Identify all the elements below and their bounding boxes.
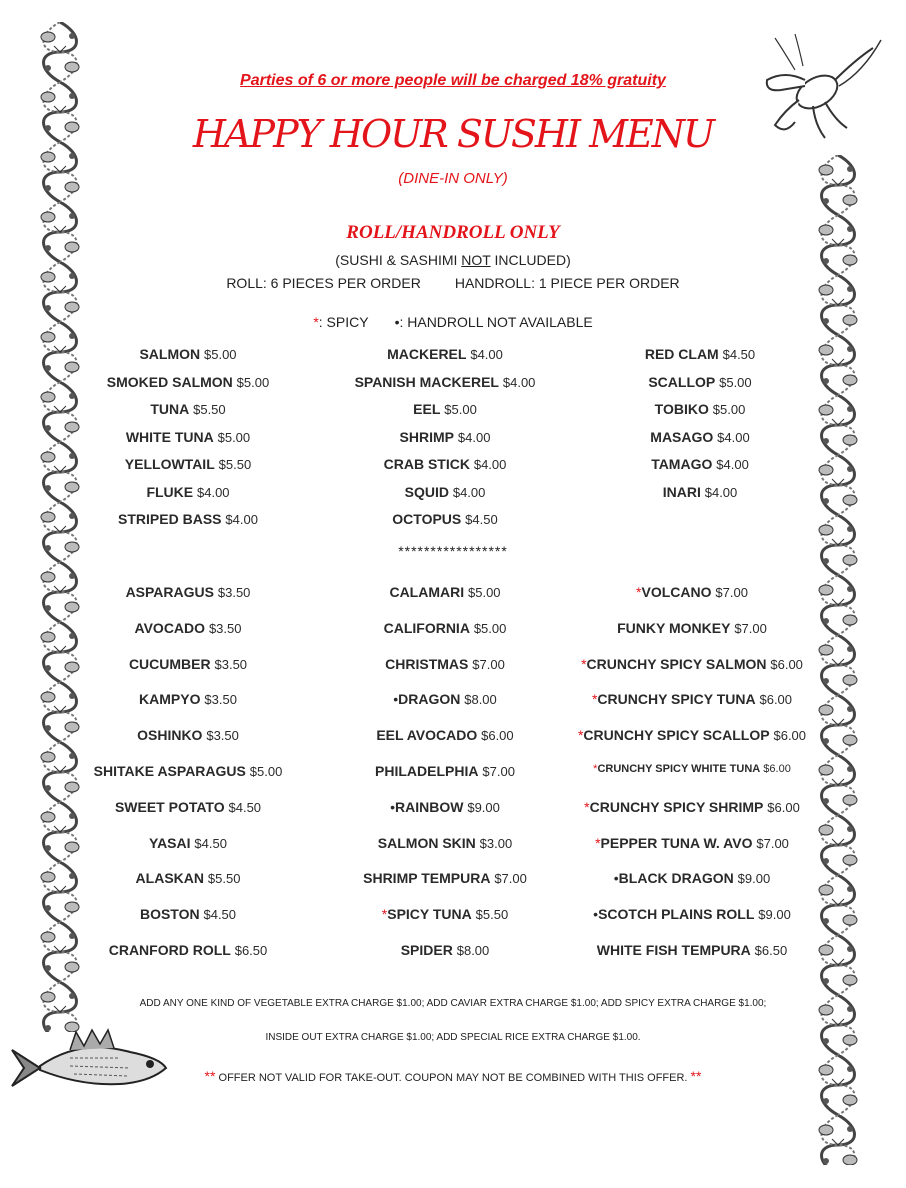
menu-item-price: $5.00 bbox=[719, 374, 752, 390]
menu-item bbox=[335, 727, 555, 743]
menu-item bbox=[572, 620, 812, 636]
roll-menu-column-2 bbox=[335, 584, 555, 964]
menu-item bbox=[335, 763, 555, 779]
menu-item bbox=[572, 835, 812, 851]
menu-item-name: CRUNCHY SPICY SALMON bbox=[586, 655, 767, 672]
menu-item-name: SPIDER bbox=[400, 942, 453, 958]
menu-item bbox=[88, 401, 288, 417]
menu-item-price: $6.00 bbox=[481, 728, 514, 744]
spicy-mark: * bbox=[577, 727, 584, 744]
menu-item-price: $5.00 bbox=[473, 620, 507, 636]
menu-item bbox=[335, 401, 555, 417]
spicy-mark: * bbox=[591, 691, 598, 708]
menu-item bbox=[88, 906, 288, 922]
menu-item-name: WHITE FISH TEMPURA bbox=[596, 942, 751, 958]
menu-item bbox=[335, 584, 555, 600]
menu-item-price: $4.50 bbox=[194, 835, 227, 851]
menu-item-price: $4.00 bbox=[716, 457, 749, 472]
menu-item-price: $4.00 bbox=[704, 484, 738, 500]
menu-item-name: RAINBOW bbox=[395, 798, 464, 815]
menu-item-price: $7.00 bbox=[482, 764, 515, 779]
menu-item-name: RED CLAM bbox=[644, 346, 719, 362]
menu-item bbox=[88, 799, 288, 815]
menu-item-price: $6.00 bbox=[759, 692, 793, 708]
menu-item-price: $6.00 bbox=[773, 728, 807, 744]
menu-item-name: EEL AVOCADO bbox=[376, 727, 478, 744]
menu-item-name: OCTOPUS bbox=[392, 511, 462, 527]
menu-item-name: CRUNCHY SPICY TUNA bbox=[597, 691, 756, 708]
menu-item-name: CRUNCHY SPICY SHRIMP bbox=[589, 798, 764, 815]
menu-item bbox=[600, 484, 800, 500]
menu-item bbox=[335, 374, 555, 390]
menu-item-name: FLUKE bbox=[146, 483, 194, 500]
menu-item-price: $4.50 bbox=[722, 347, 756, 362]
menu-item-name: PHILADELPHIA bbox=[375, 763, 479, 779]
menu-item-name: CALIFORNIA bbox=[383, 619, 470, 636]
menu-item bbox=[572, 799, 812, 815]
menu-item-price: $5.00 bbox=[236, 374, 270, 390]
menu-item-price: $5.50 bbox=[475, 907, 509, 923]
menu-item-name: SALMON bbox=[139, 346, 201, 362]
menu-item-price: $9.00 bbox=[758, 907, 791, 923]
menu-item-price: $5.50 bbox=[193, 402, 226, 417]
menu-item-price: $4.50 bbox=[465, 512, 498, 527]
menu-item bbox=[335, 346, 555, 362]
menu-item-name: SCALLOP bbox=[648, 373, 716, 390]
no-handroll-mark: • bbox=[393, 691, 399, 708]
menu-item-price: $5.50 bbox=[218, 457, 252, 472]
pieces-per-order: ROLL: 6 PIECES PER ORDER HANDROLL: 1 PIECE PER ORDER bbox=[226, 275, 680, 291]
menu-item bbox=[88, 727, 288, 743]
menu-item-price: $3.50 bbox=[214, 656, 248, 672]
menu-item bbox=[88, 620, 288, 636]
menu-item-price: $6.00 bbox=[770, 656, 803, 672]
no-handroll-mark: • bbox=[613, 870, 619, 887]
menu-item-price: $4.00 bbox=[452, 484, 486, 500]
menu-item-price: $5.00 bbox=[217, 429, 251, 445]
menu-item-name: YELLOWTAIL bbox=[124, 456, 215, 472]
extras-line-2: INSIDE OUT EXTRA CHARGE $1.00; ADD SPECIAL RICE EXTRA CHARGE $1.00. bbox=[265, 1032, 641, 1043]
menu-item-name: SHRIMP bbox=[399, 428, 454, 445]
menu-item-price: $4.50 bbox=[203, 907, 237, 923]
menu-item-name: PEPPER TUNA W. AVO bbox=[600, 834, 753, 851]
roll-section-note: (SUSHI & SASHIMI NOT INCLUDED) bbox=[335, 252, 571, 268]
gratuity-notice: Parties of 6 or more people will be charged 18% gratuity bbox=[240, 72, 666, 89]
menu-item-name: YASAI bbox=[149, 834, 191, 851]
menu-item-name: VOLCANO bbox=[641, 584, 712, 600]
menu-item-name: TUNA bbox=[150, 401, 190, 417]
fish-menu-column-1 bbox=[88, 346, 288, 546]
menu-item bbox=[572, 656, 812, 672]
menu-item bbox=[572, 763, 812, 775]
roll-menu-column-1 bbox=[88, 584, 288, 964]
menu-item-name: SPICY TUNA bbox=[387, 906, 472, 923]
menu-item bbox=[572, 727, 812, 743]
menu-item-price: $5.00 bbox=[444, 402, 477, 417]
menu-item bbox=[600, 429, 800, 445]
menu-item bbox=[88, 656, 288, 672]
menu-item-price: $7.00 bbox=[494, 871, 527, 887]
menu-item-name: MASAGO bbox=[650, 428, 714, 445]
menu-item-price: $4.00 bbox=[502, 374, 536, 390]
menu-item-price: $5.50 bbox=[207, 871, 241, 887]
menu-item bbox=[88, 942, 288, 958]
menu-item-price: $7.00 bbox=[715, 585, 748, 600]
menu-item bbox=[88, 429, 288, 445]
disclaimer: ** OFFER NOT VALID FOR TAKE-OUT. COUPON MAY NOT BE COMBINED WITH THIS OFFER. ** bbox=[204, 1068, 702, 1084]
menu-item-price: $7.00 bbox=[472, 656, 505, 672]
menu-item bbox=[335, 620, 555, 636]
menu-item bbox=[88, 346, 288, 362]
menu-item-name: CRUNCHY SPICY SCALLOP bbox=[583, 727, 770, 744]
menu-item bbox=[88, 763, 288, 779]
menu-item-name: ALASKAN bbox=[135, 870, 204, 887]
fish-menu-column-3 bbox=[600, 346, 800, 546]
menu-item-price: $5.00 bbox=[204, 347, 237, 362]
menu-item bbox=[335, 484, 555, 500]
menu-item-price: $5.00 bbox=[468, 585, 501, 600]
menu-item bbox=[335, 511, 555, 527]
no-handroll-mark: • bbox=[390, 798, 396, 815]
menu-item-name: SMOKED SALMON bbox=[106, 373, 233, 390]
menu-item-price: $6.50 bbox=[234, 943, 268, 958]
menu-item-price: $4.00 bbox=[197, 484, 230, 500]
menu-item bbox=[572, 906, 812, 922]
menu-item bbox=[335, 456, 555, 472]
menu-item-name: DRAGON bbox=[398, 691, 461, 708]
menu-item-price: $3.50 bbox=[204, 692, 237, 708]
menu-item bbox=[88, 484, 288, 500]
menu-item bbox=[572, 942, 812, 958]
spicy-mark: * bbox=[584, 798, 590, 815]
menu-item-price: $9.00 bbox=[467, 799, 500, 815]
menu-item bbox=[335, 942, 555, 958]
menu-item bbox=[335, 429, 555, 445]
menu-item-name: TAMAGO bbox=[651, 456, 713, 472]
menu-item-name: AVOCADO bbox=[134, 619, 206, 636]
menu-item-price: $4.50 bbox=[228, 799, 262, 815]
menu-item-name: OSHINKO bbox=[137, 727, 203, 744]
menu-item-name: SCOTCH PLAINS ROLL bbox=[598, 906, 755, 923]
legend: *: SPICY •: HANDROLL NOT AVAILABLE bbox=[313, 314, 593, 330]
menu-item-name: CRANFORD ROLL bbox=[108, 942, 231, 958]
menu-item-name: STRIPED BASS bbox=[118, 511, 222, 527]
menu-item-name: TOBIKO bbox=[654, 401, 709, 417]
spicy-mark: * bbox=[593, 763, 598, 775]
menu-item-price: $5.00 bbox=[712, 402, 746, 417]
menu-item-name: BOSTON bbox=[139, 906, 200, 923]
menu-item-price: $6.00 bbox=[763, 763, 791, 775]
menu-item bbox=[335, 906, 555, 922]
menu-item bbox=[88, 870, 288, 886]
menu-item-name: SPANISH MACKEREL bbox=[354, 373, 499, 390]
menu-item bbox=[88, 691, 288, 707]
menu-item-name: SHRIMP TEMPURA bbox=[363, 870, 491, 887]
vine-border-right-icon bbox=[812, 155, 864, 1165]
menu-item-price: $8.00 bbox=[464, 692, 497, 708]
menu-item-price: $4.00 bbox=[225, 512, 258, 527]
spicy-mark: * bbox=[595, 834, 601, 851]
menu-item-name: CALAMARI bbox=[389, 584, 465, 600]
menu-item-name: MACKEREL bbox=[387, 346, 467, 362]
menu-item-price: $3.50 bbox=[206, 728, 239, 744]
menu-item-price: $6.00 bbox=[767, 799, 800, 815]
page-title: HAPPY HOUR SUSHI MENU bbox=[192, 112, 714, 156]
menu-item-name: SQUID bbox=[404, 483, 449, 500]
menu-item-price: $5.00 bbox=[249, 764, 283, 779]
menu-item-price: $4.00 bbox=[470, 347, 503, 362]
menu-item bbox=[572, 691, 812, 707]
menu-item bbox=[88, 835, 288, 851]
menu-item bbox=[88, 511, 288, 527]
menu-item bbox=[572, 870, 812, 886]
menu-item bbox=[600, 346, 800, 362]
menu-item bbox=[335, 835, 555, 851]
spicy-mark: * bbox=[636, 584, 642, 600]
menu-item-price: $7.00 bbox=[756, 835, 789, 851]
menu-item-name: EEL bbox=[413, 401, 441, 417]
menu-item bbox=[335, 870, 555, 886]
menu-item-name: ASPARAGUS bbox=[125, 584, 214, 600]
menu-item-name: WHITE TUNA bbox=[125, 428, 214, 445]
menu-item bbox=[572, 584, 812, 600]
menu-item bbox=[88, 374, 288, 390]
menu-item-name: BLACK DRAGON bbox=[618, 870, 734, 887]
no-handroll-mark: • bbox=[593, 906, 599, 923]
menu-item bbox=[600, 456, 800, 472]
menu-item bbox=[335, 656, 555, 672]
menu-item-price: $4.00 bbox=[457, 429, 491, 445]
menu-item-name: FUNKY MONKEY bbox=[617, 619, 731, 636]
menu-item bbox=[600, 374, 800, 390]
menu-item-name: CHRISTMAS bbox=[385, 655, 469, 672]
menu-item-price: $6.50 bbox=[754, 943, 788, 958]
menu-item-name: SWEET POTATO bbox=[114, 798, 225, 815]
spicy-mark: * bbox=[581, 655, 587, 672]
menu-item-price: $3.50 bbox=[208, 620, 242, 636]
fish-menu-column-2 bbox=[335, 346, 555, 546]
roll-section-heading: ROLL/HANDROLL ONLY bbox=[346, 222, 560, 243]
extras-line-1: ADD ANY ONE KIND OF VEGETABLE EXTRA CHARGE $1.00; ADD CAVIAR EXTRA CHARGE $1.00; ADD SPICY EXTRA CHARGE $1.00; bbox=[139, 998, 767, 1009]
menu-item-name: CRUNCHY SPICY WHITE TUNA bbox=[597, 763, 761, 775]
menu-item bbox=[335, 799, 555, 815]
menu-item bbox=[88, 584, 288, 600]
menu-item-name: CUCUMBER bbox=[128, 655, 211, 672]
separator: ***************** bbox=[398, 543, 508, 559]
menu-item bbox=[600, 401, 800, 417]
menu-item-price: $7.00 bbox=[734, 620, 767, 636]
menu-item-price: $8.00 bbox=[456, 943, 490, 958]
menu-item-price: $3.00 bbox=[479, 835, 513, 851]
spicy-mark: * bbox=[381, 906, 388, 923]
menu-item-price: $4.00 bbox=[717, 429, 750, 445]
menu-item-name: KAMPYO bbox=[139, 691, 201, 708]
menu-item-price: $4.00 bbox=[473, 457, 507, 472]
page-subtitle: (DINE-IN ONLY) bbox=[398, 170, 508, 187]
menu-item-name: INARI bbox=[662, 483, 701, 500]
menu-item-price: $9.00 bbox=[737, 871, 771, 887]
menu-item-name: SALMON SKIN bbox=[377, 834, 476, 851]
menu-item-name: SHITAKE ASPARAGUS bbox=[93, 763, 246, 779]
menu-item-name: CRAB STICK bbox=[383, 456, 470, 472]
roll-menu-column-3 bbox=[572, 584, 812, 964]
menu-item bbox=[88, 456, 288, 472]
menu-item bbox=[335, 691, 555, 707]
menu-item-price: $3.50 bbox=[217, 585, 251, 600]
